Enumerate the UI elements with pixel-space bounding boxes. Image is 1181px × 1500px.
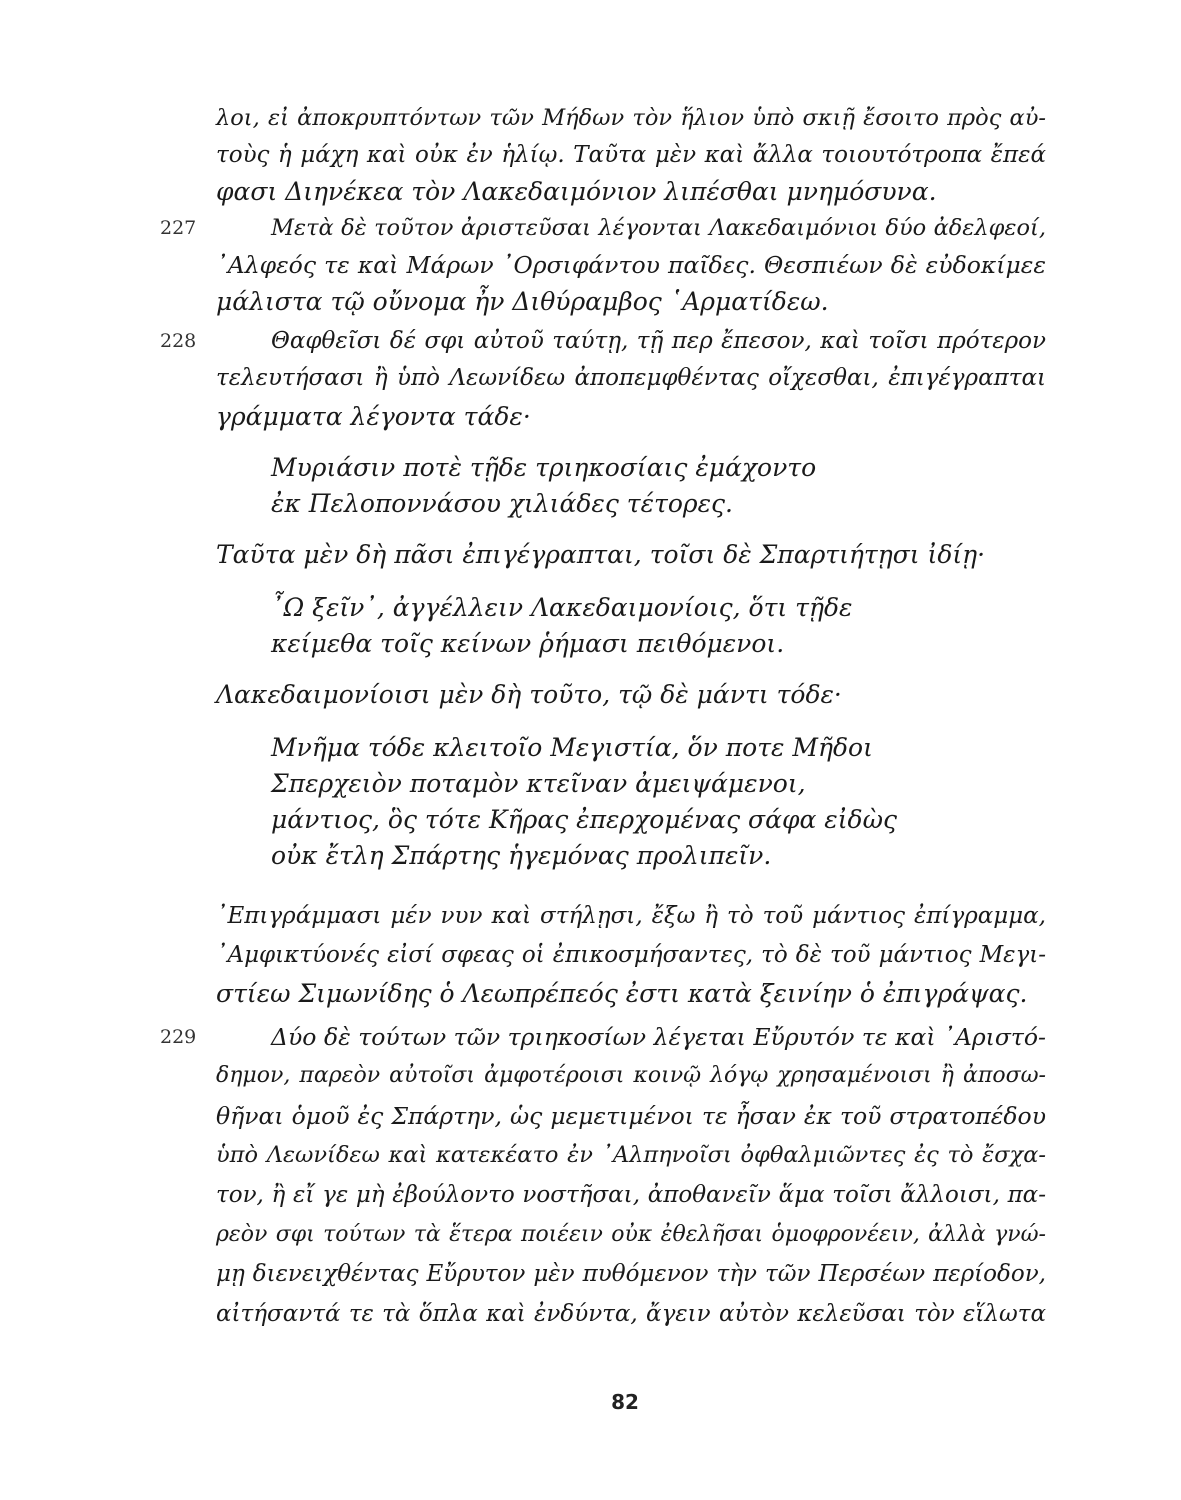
text-line: λοι, εἰ ἀποκρυπτόντων τῶν Μήδων τὸν ἥλιον ὑπὸ σκιῇ ἔσοιτο πρὸς αὐ- <box>216 105 1046 131</box>
text-line: τοὺς ἡ μάχη καὶ οὐκ ἐν ἡλίῳ. Ταῦτα μὲν καὶ ἄλλα τοιουτότροπα ἔπεά <box>216 142 1046 168</box>
text-line: τον, ἢ εἴ γε μὴ ἐβούλοντο νοστῆσαι, ἀποθανεῖν ἅμα τοῖσι ἄλλοισι, πα- <box>216 1182 1046 1208</box>
text-line: δημον, παρεὸν αὐτοῖσι ἀμφοτέροισι κοινῷ λόγῳ χρησαμένοισι ἢ ἀποσω- <box>216 1063 1046 1088</box>
section-number: 227 <box>160 217 197 239</box>
epigram-line: Μυριάσιν ποτὲ τῇδε τριηκοσίαις ἐμάχοντο <box>271 453 817 482</box>
text-line: Λακεδαιμονίοισι μὲν δὴ τοῦτο, τῷ δὲ μάντι τόδε· <box>216 680 842 709</box>
text-line: μῃ διενειχθέντας Εὔρυτον μὲν πυθόμενον τὴν τῶν Περσέων περίοδον, <box>216 1261 1046 1287</box>
epigram-line: Μνῆμα τόδε κλειτοῖο Μεγιστία, ὅν ποτε Μῆδοι <box>271 733 873 762</box>
text-line: ρεὸν σφι τούτων τὰ ἕτερα ποιέειν οὐκ ἐθελῆσαι ὁμοφρονέειν, ἀλλὰ γνώ- <box>216 1222 1046 1247</box>
epigram-line: ἐκ Πελοποννάσου χιλιάδες τέτορες. <box>271 489 733 518</box>
text-line: φασι Διηνέκεα τὸν Λακεδαιμόνιον λιπέσθαι μνημόσυνα. <box>216 177 937 206</box>
text-line: Μετὰ δὲ τοῦτον ἀριστεῦσαι λέγονται Λακεδαιμόνιοι δύο ἀδελφεοί, <box>271 215 1046 241</box>
epigram-line: ῏Ω ξεῖν᾿, ἀγγέλλειν Λακεδαιμονίοις, ὅτι τῇδε <box>271 593 853 622</box>
text-line: θῆναι ὁμοῦ ἐς Σπάρτην, ὡς μεμετιμένοι τε ἦσαν ἐκ τοῦ στρατοπέδου <box>216 1102 1046 1130</box>
text-line: ᾿Επιγράμμασι μέν νυν καὶ στήλῃσι, ἔξω ἢ τὸ τοῦ μάντιος ἐπίγραμμα, <box>216 903 1046 929</box>
text-line: γράμματα λέγοντα τάδε· <box>216 402 531 431</box>
text-line: τελευτήσασι ἢ ὑπὸ Λεωνίδεω ἀποπεμφθέντας οἴχεσθαι, ἐπιγέγραπται <box>216 365 1046 391</box>
text-line: Ταῦτα μὲν δὴ πᾶσι ἐπιγέγραπται, τοῖσι δὲ Σπαρτιήτῃσι ἰδίῃ· <box>216 540 986 569</box>
epigram-line: οὐκ ἔτλη Σπάρτης ἡγεμόνας προλιπεῖν. <box>271 841 772 870</box>
text-line: μάλιστα τῷ οὔνομα ἦν Διθύραμβος ῾Αρματίδεω. <box>216 287 829 316</box>
text-line: στίεω Σιμωνίδης ὁ Λεωπρέπεός ἐστι κατὰ ξεινίην ὁ ἐπιγράψας. <box>216 979 1028 1008</box>
epigram-line: Σπερχειὸν ποταμὸν κτεῖναν ἀμειψάμενοι, <box>271 769 806 798</box>
text-line: Θαφθεῖσι δέ σφι αὐτοῦ ταύτῃ, τῇ περ ἔπεσον, καὶ τοῖσι πρότερον <box>271 328 1046 354</box>
section-number: 229 <box>160 1026 197 1048</box>
text-line: ὑπὸ Λεωνίδεω καὶ κατεκέατο ἐν ᾿Αλπηνοῖσι ὀφθαλμιῶντες ἐς τὸ ἔσχα- <box>216 1142 1046 1168</box>
section-number: 228 <box>160 330 197 352</box>
text-line: Δύο δὲ τούτων τῶν τριηκοσίων λέγεται Εὔρυτόν τε καὶ ᾿Αριστό- <box>271 1023 1046 1051</box>
text-line: αἰτήσαντά τε τὰ ὅπλα καὶ ἐνδύντα, ἄγειν αὐτὸν κελεῦσαι τὸν εἵλωτα <box>216 1301 1046 1327</box>
epigram-line: κείμεθα τοῖς κείνων ῥήμασι πειθόμενοι. <box>271 629 785 658</box>
epigram-line: μάντιος, ὃς τότε Κῆρας ἐπερχομένας σάφα εἰδὼς <box>271 805 897 834</box>
text-line: ᾿Αμφικτύονές εἰσί σφεας οἱ ἐπικοσμήσαντες, τὸ δὲ τοῦ μάντιος Μεγι- <box>216 942 1046 968</box>
page-number: 82 <box>611 1390 639 1414</box>
text-line: ᾿Αλφεός τε καὶ Μάρων ᾿Ορσιφάντου παῖδες. Θεσπιέων δὲ εὐδοκίμεε <box>216 251 1046 279</box>
